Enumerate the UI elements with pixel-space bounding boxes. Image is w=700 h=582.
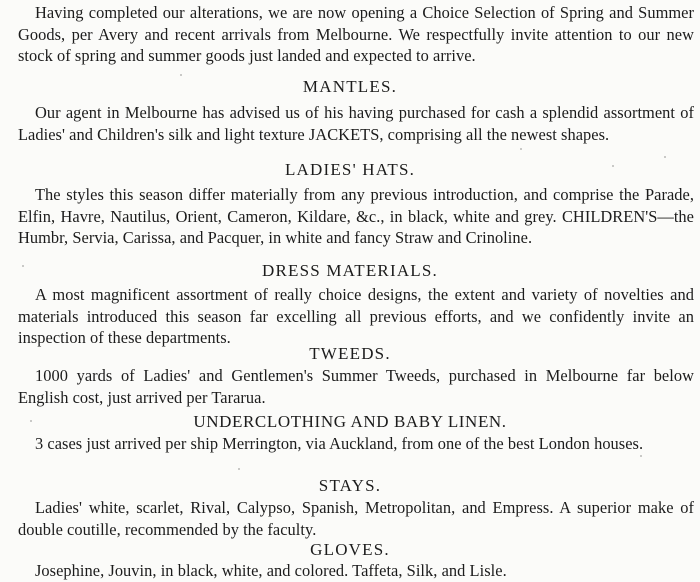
heading-gloves: GLOVES. [310, 540, 390, 559]
heading-tweeds: TWEEDS. [309, 344, 391, 363]
print-speck [22, 265, 24, 267]
print-speck [664, 156, 666, 158]
mantles-paragraph: Our agent in Melbourne has advised us of his having purchased for cash a splendid assortment of Ladies' and Children's silk and light texture JACKETS, comprising all the newest shapes. [18, 103, 694, 144]
intro-paragraph: Having completed our alterations, we are now opening a Choice Selection of Spring and Summer Goods, per Avery and recent arrivals from Melbourne. We respectfully invite attention to our new stock of spring and summer goods just landed and expected to arrive. [18, 3, 694, 66]
heading-ladies-hats: LADIES' HATS. [284, 160, 416, 179]
print-speck [520, 148, 522, 150]
dress-materials-paragraph: A most magnificent assortment of really choice designs, the extent and variety of novelties and materials introduced this season far excelling all previous efforts, and we confidently invite an inspection of these departments. [18, 285, 694, 348]
print-speck [30, 420, 32, 422]
heading-underclothing: UNDERCLOTHING AND BABY LINEN. [193, 412, 507, 431]
heading-stays: STAYS. [318, 476, 382, 495]
print-speck [238, 468, 240, 470]
print-speck [180, 74, 182, 76]
heading-mantles: MANTLES. [302, 77, 398, 96]
underclothing-paragraph: 3 cases just arrived per ship Merrington, via Auckland, from one of the best London houses. [35, 434, 644, 453]
gloves-paragraph: Josephine, Jouvin, in black, white, and colored. Taffeta, Silk, and Lisle. [35, 561, 507, 580]
ladies-hats-paragraph: The styles this season differ materially from any previous introduction, and comprise the Parade, Elfin, Havre, Nautilus, Orient, Cameron, Kildare, &c., in black, white and grey. CHILDREN'S—the Humbr, Servia, Carissa, and Pacquer, in white and fancy Straw and Crinoline. [18, 185, 694, 248]
tweeds-paragraph: 1000 yards of Ladies' and Gentlemen's Summer Tweeds, purchased in Melbourne far below English cost, just arrived per Tararua. [18, 366, 694, 407]
heading-dress-materials: DRESS MATERIALS. [261, 261, 438, 280]
stays-paragraph: Ladies' white, scarlet, Rival, Calypso, Spanish, Metropolitan, and Empress. A superior make of double coutille, recommended by the faculty. [18, 498, 694, 539]
print-speck [612, 165, 614, 167]
print-speck [640, 455, 642, 457]
